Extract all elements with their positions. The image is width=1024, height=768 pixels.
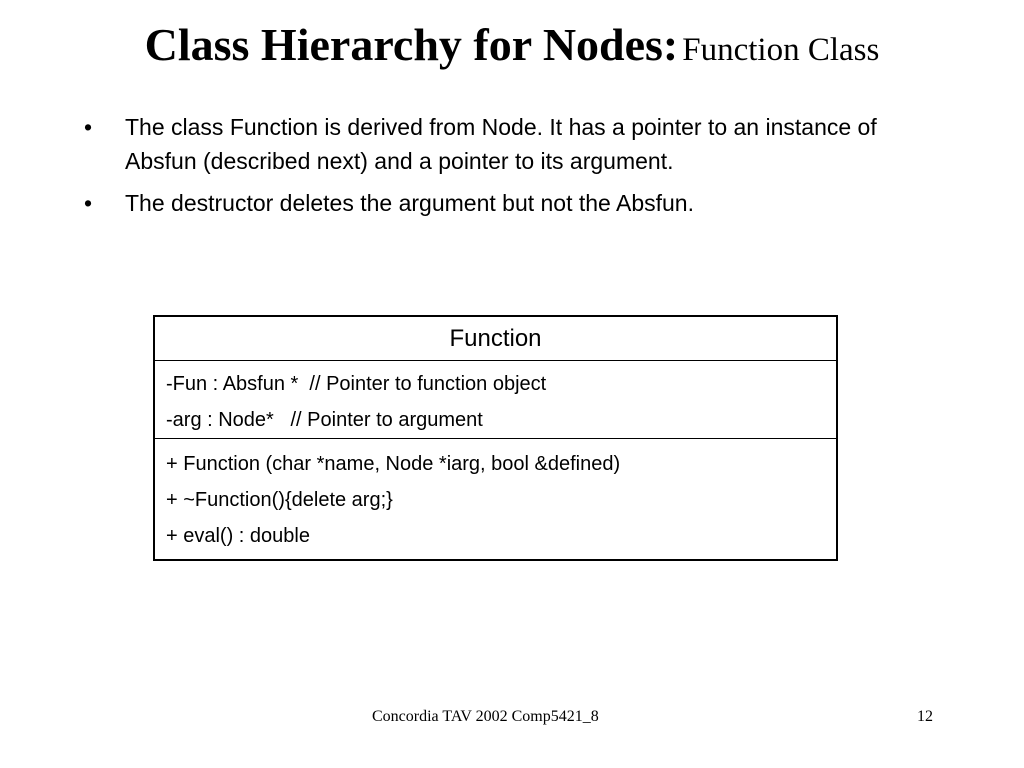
uml-class-name: Function <box>155 317 836 361</box>
bullet-item <box>84 110 924 178</box>
bullet-text: The class Function is derived from Node. It has a pointer to an instance of Absfun (described next) and a pointer to its argument. <box>125 114 877 174</box>
bullet-list <box>84 110 924 228</box>
uml-method: + Function (char *name, Node *iarg, bool &defined) <box>166 453 621 475</box>
footer-course-label: Concordia TAV 2002 Comp5421_8 <box>372 708 599 725</box>
uml-attributes-section <box>155 361 836 439</box>
uml-method: + ~Function(){delete arg;} <box>166 489 393 511</box>
uml-class-box <box>153 315 838 561</box>
title-subtitle: Function Class <box>682 32 880 68</box>
title-main: Class Hierarchy for Nodes: <box>144 19 679 70</box>
uml-method: + eval() : double <box>166 525 310 547</box>
uml-attribute: -Fun : Absfun * // Pointer to function object <box>166 373 547 395</box>
footer-page-number: 12 <box>917 708 933 725</box>
bullet-icon: • <box>84 114 93 140</box>
slide-title <box>0 18 1024 71</box>
bullet-item <box>84 186 924 220</box>
uml-attribute: -arg : Node* // Pointer to argument <box>166 409 483 431</box>
bullet-icon: • <box>84 190 93 216</box>
bullet-text: The destructor deletes the argument but not the Absfun. <box>125 190 694 216</box>
uml-methods-section <box>155 439 836 559</box>
